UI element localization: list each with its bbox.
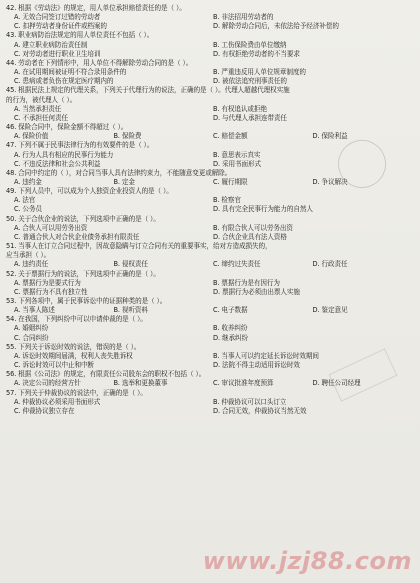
question-stem: 53. 下列各项中，属于民事诉讼中的证据种类的是（ ）。 xyxy=(6,297,167,305)
answer-option: C. 履行期限 xyxy=(213,177,248,186)
option-row xyxy=(6,77,412,86)
option-row xyxy=(6,196,412,205)
question-stem: 的行为，被代理人（ ）。 xyxy=(6,95,77,104)
answer-option: C. 对劳动者进行职业卫生培训 xyxy=(14,49,101,58)
answer-option: A. 票据行为是要式行为 xyxy=(14,278,81,287)
answer-option: A. 当然承担责任 xyxy=(14,104,62,113)
answer-option: D. 聘任公司经理 xyxy=(312,379,361,388)
question-item xyxy=(6,123,412,141)
answer-option: B. 有权追认或拒绝 xyxy=(213,104,267,113)
answer-option: C. 患病或者负伤在规定医疗期内的 xyxy=(14,77,114,86)
option-row xyxy=(6,50,412,59)
answer-option: A. 行为人具有相应的民事行为能力 xyxy=(14,150,114,159)
answer-option: C. 合同纠纷 xyxy=(14,333,49,342)
option-row xyxy=(6,205,412,214)
answer-option: C. 票据行为不具有独立性 xyxy=(14,287,88,296)
question-stem: 54. 在我国，下列纠纷中可以申请仲裁的是（ ）。 xyxy=(6,315,147,324)
answer-option: A. 婚姻纠纷 xyxy=(14,324,49,333)
option-row xyxy=(6,324,412,333)
answer-option: B. 视听资料 xyxy=(113,306,148,315)
answer-option: D. 继承纠纷 xyxy=(213,333,248,342)
answer-option: C. 不承担任何责任 xyxy=(14,113,68,122)
answer-option: B. 严重违反用人单位规章制度的 xyxy=(213,68,306,77)
answer-option: A. 仲裁协议必须采用书面形式 xyxy=(14,397,101,406)
option-row xyxy=(6,279,412,288)
answer-option: C. 扣押劳动者身份证件或档案的 xyxy=(14,22,107,31)
answer-option: B. 侵权责任 xyxy=(113,260,148,269)
answer-option: C. 仲裁协议独立存在 xyxy=(14,406,75,415)
answer-option: B. 检察官 xyxy=(213,196,241,205)
answer-option: C. 不违反法律和社会公共利益 xyxy=(14,159,101,168)
answer-option: D. 具有完全民事行为能力的自然人 xyxy=(213,205,313,214)
option-row xyxy=(6,22,412,31)
answer-option: A. 法官 xyxy=(14,196,36,205)
question-item xyxy=(6,86,412,123)
question-stem: 55. 下列关于诉讼时效的说法，错误的是（ ）。 xyxy=(6,342,141,351)
answer-option: B. 仲裁协议可以口头订立 xyxy=(213,397,287,406)
question-stem: 44. 劳动者在下列情形中，用人单位不得解除劳动合同的是（ ）。 xyxy=(6,58,193,67)
answer-option: C. 赔偿金额 xyxy=(213,132,248,141)
question-item xyxy=(6,215,412,242)
answer-option: D. 合同无效，仲裁协议当然无效 xyxy=(213,406,307,415)
answer-option: B. 意思表示真实 xyxy=(213,150,261,159)
question-item xyxy=(6,242,412,269)
answer-option: D. 合伙企业具有法人资格 xyxy=(213,232,287,241)
question-stem: 51. 当事人在订立合同过程中，因故意隐瞒与订立合同有关的重要事实，给对方造成损失的， xyxy=(6,242,272,251)
answer-option: A. 在试用期间被证明不符合录用条件的 xyxy=(14,68,127,77)
question-stem: 应当承担（ ）。 xyxy=(6,251,51,260)
option-row xyxy=(6,41,412,50)
answer-option: D. 与代理人承担连带责任 xyxy=(213,113,287,122)
answer-option: B. 选举和更换董事 xyxy=(113,379,168,388)
question-stem: 49. 下列人员中，可以成为个人独资企业投资人的是（ ）。 xyxy=(6,187,173,196)
answer-option: B. 票据行为是有因行为 xyxy=(213,278,280,287)
option-row xyxy=(6,224,412,233)
question-item xyxy=(6,315,412,342)
question-item xyxy=(6,31,412,58)
question-item xyxy=(6,59,412,86)
answer-option: D. 解除劳动合同后，未依法给予经济补偿的 xyxy=(213,22,339,31)
question-stem: 43. 职业病防治法规定的用人单位责任不包括（ ）。 xyxy=(6,31,154,40)
answer-option: A. 无效合同签订过错的劳动者 xyxy=(14,13,101,22)
option-row xyxy=(6,407,412,416)
answer-option: A. 建立职业病防治责任制 xyxy=(14,40,88,49)
answer-option: D. 有权拒绝劳动者的不当要求 xyxy=(213,49,300,58)
answer-option: C. 诉讼时效可以中止和中断 xyxy=(14,361,94,370)
option-row xyxy=(6,352,412,361)
question-stem: 48. 合同中约定的（ ），对合同当事人具有法律约束力，不能随意变更或解除。 xyxy=(6,168,232,177)
answer-option: D. 采用书面形式 xyxy=(213,159,261,168)
answer-option: B. 当事人可以约定延长诉讼时效期间 xyxy=(213,351,319,360)
option-row xyxy=(6,114,412,123)
answer-option: C. 公务员 xyxy=(14,205,42,214)
answer-option: B. 定金 xyxy=(113,177,135,186)
option-row xyxy=(6,13,412,22)
answer-option: D. 票据行为必须由出票人实施 xyxy=(213,287,300,296)
question-stem: 57. 下列关于仲裁协议的说法中，正确的是（ ）。 xyxy=(6,388,147,397)
answer-option: C. 审议批准年度预算 xyxy=(213,379,274,388)
question-item xyxy=(6,297,412,315)
question-stem: 46. 保险合同中，保险金额不得超过（ ）。 xyxy=(6,123,128,132)
option-row xyxy=(6,334,412,343)
option-row xyxy=(6,288,412,297)
question-item xyxy=(6,4,412,31)
question-item xyxy=(6,270,412,297)
option-row xyxy=(6,306,412,315)
answer-option: D. 鉴定意见 xyxy=(312,306,348,315)
answer-option: B. 工伤保险费由单位缴纳 xyxy=(213,40,287,49)
answer-option: A. 诉讼时效期间届满，权利人丧失胜诉权 xyxy=(14,351,133,360)
question-stem: 52. 关于票据行为的说法，下列选项中正确的是（ ）。 xyxy=(6,269,160,278)
answer-option: D. 法院不得主动适用诉讼时效 xyxy=(213,361,300,370)
answer-option: D. 保险利益 xyxy=(312,132,348,141)
question-list xyxy=(6,4,412,416)
answer-option: C. 普通合伙人对合伙企业债务承担有限责任 xyxy=(14,232,140,241)
answer-option: A. 保险价值 xyxy=(14,132,49,141)
answer-option: A. 决定公司的经营方针 xyxy=(14,379,81,388)
answer-option: D. 行政责任 xyxy=(312,260,348,269)
answer-option: D. 争议解决 xyxy=(312,177,348,186)
option-row xyxy=(6,68,412,77)
question-stem: 50. 关于合伙企业的说法，下列选项中正确的是（ ）。 xyxy=(6,214,160,223)
answer-option: C. 缔约过失责任 xyxy=(213,260,261,269)
option-row xyxy=(6,105,412,114)
question-item xyxy=(6,187,412,214)
answer-option: A. 当事人陈述 xyxy=(14,306,55,315)
site-watermark: www.jzj88.com xyxy=(202,547,412,575)
answer-option: B. 收养纠纷 xyxy=(213,324,248,333)
answer-option: A. 合伙人可以用劳务出资 xyxy=(14,223,88,232)
answer-option: D. 被依法追究刑事责任的 xyxy=(213,77,287,86)
question-stem: 45. 根据民法上规定的代理关系，下列关于代理行为的说法，正确的是（ ）。代理人超越代理权实施 xyxy=(6,86,290,95)
answer-option: A. 违约金 xyxy=(14,177,42,186)
answer-option: B. 非法招用劳动者的 xyxy=(213,13,274,22)
answer-option: B. 有限合伙人可以劳务出资 xyxy=(213,223,293,232)
option-row xyxy=(6,260,412,269)
option-row xyxy=(6,398,412,407)
question-stem: 47. 下列不属于民事法律行为的有效要件的是（ ）。 xyxy=(6,141,154,150)
question-stem: 56. 根据《公司法》的规定，有限责任公司股东会的职权不包括（ ）。 xyxy=(6,370,206,379)
option-row xyxy=(6,233,412,242)
answer-option: A. 违约责任 xyxy=(14,260,49,269)
question-stem: 42. 根据《劳动法》的规定，用人单位承担赔偿责任的是（ ）。 xyxy=(6,4,186,12)
option-row xyxy=(6,132,412,141)
answer-option: C. 电子数据 xyxy=(213,306,248,315)
answer-option: B. 保险费 xyxy=(113,132,142,141)
